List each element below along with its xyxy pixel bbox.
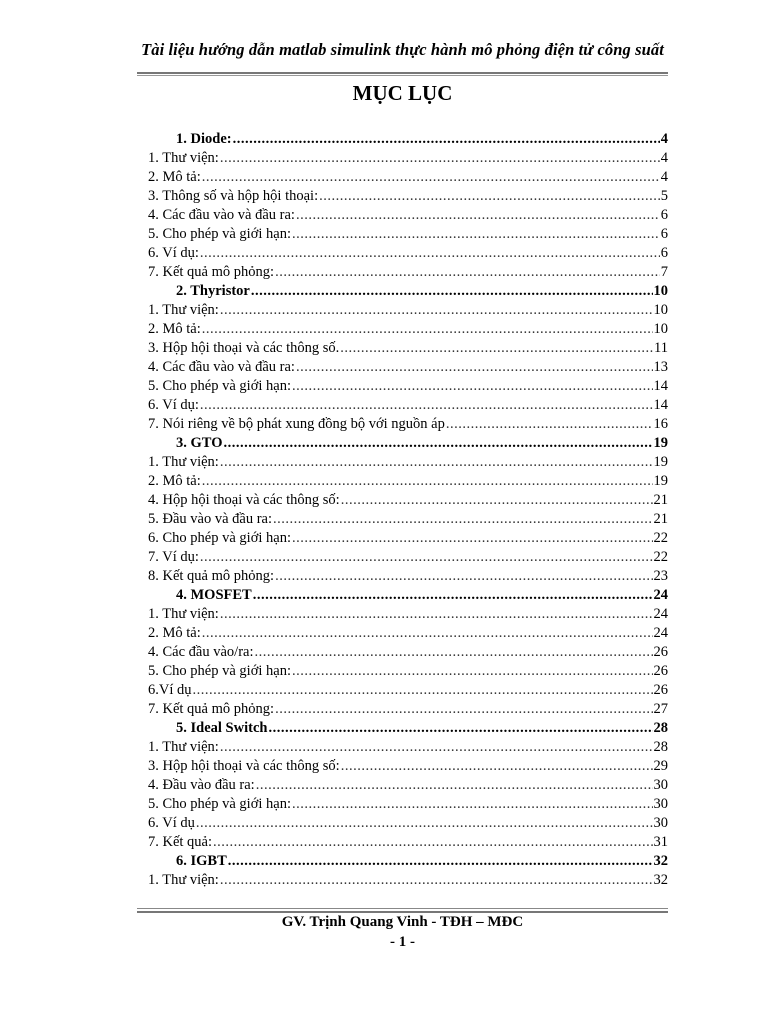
toc-leader-dots [200,548,653,567]
toc-entry-page: 13 [653,359,668,375]
toc-entry-label: 6. Cho phép và giới hạn: [148,530,291,546]
toc-leader-dots [253,586,653,605]
toc-leader-dots [268,719,652,738]
toc-entry-page: 21 [653,511,668,527]
toc-leader-dots [202,168,660,187]
toc-entry-page: 21 [653,492,668,508]
toc-leader-dots [213,833,652,852]
toc-leader-dots [202,624,653,643]
toc-leader-dots [193,681,653,700]
toc-entry-label: 1. Thư viện: [148,872,219,888]
toc-entry-label: 3. GTO [176,435,223,451]
toc-leader-dots [341,491,653,510]
toc-entry[interactable] [148,567,668,586]
toc-entry[interactable] [148,187,668,206]
toc-section-entry[interactable] [148,130,668,149]
toc-entry-page: 24 [653,606,668,622]
toc-leader-dots [228,852,653,871]
toc-entry-label: 3. Hộp hội thoại và các thông số. [148,340,340,356]
toc-leader-dots [223,434,652,453]
toc-entry[interactable] [148,244,668,263]
toc-leader-dots [275,700,652,719]
toc-entry[interactable] [148,795,668,814]
toc-entry[interactable] [148,358,668,377]
toc-leader-dots [220,149,660,168]
toc-entry[interactable] [148,301,668,320]
toc-leader-dots [341,757,653,776]
toc-section-entry[interactable] [148,282,668,301]
toc-entry-page: 6 [660,226,668,242]
toc-entry[interactable] [148,871,668,890]
toc-entry[interactable] [148,491,668,510]
toc-entry[interactable] [148,168,668,187]
toc-entry-page: 6 [660,245,668,261]
toc-entry-page: 16 [653,416,668,432]
toc-entry-label: 5. Cho phép và giới hạn: [148,226,291,242]
toc-entry-page: 4 [660,131,668,147]
toc-leader-dots [446,415,653,434]
toc-entry-label: 5. Đầu vào và đầu ra: [148,511,273,527]
toc-leader-dots [292,377,653,396]
toc-leader-dots [256,776,653,795]
toc-entry-label: 4. Đầu vào đầu ra: [148,777,255,793]
footer-author: GV. Trịnh Quang Vinh - TĐH – MĐC [281,914,524,930]
toc-entry-label: 4. MOSFET [176,587,252,603]
toc-entry-page: 22 [653,530,668,546]
page-header-title: Tài liệu hướng dẫn matlab simulink thực hành mô phỏng điện tử công suất [141,40,664,59]
toc-entry-page: 27 [653,701,668,717]
toc-leader-dots [220,453,653,472]
toc-entry-page: 22 [653,549,668,565]
toc-leader-dots [220,605,653,624]
toc-entry[interactable] [148,833,668,852]
toc-entry-label: 7. Nói riêng về bộ phát xung đồng bộ với nguồn áp [148,416,445,432]
toc-entry-page: 24 [653,625,668,641]
toc-entry-page: 19 [653,435,668,451]
toc-entry[interactable] [148,529,668,548]
toc-entry[interactable] [148,643,668,662]
toc-entry-page: 4 [660,150,668,166]
toc-entry-label: 5. Cho phép và giới hạn: [148,663,291,679]
toc-entry-page: 11 [654,340,668,356]
toc-entry[interactable] [148,757,668,776]
toc-entry-label: 2. Mô tả: [148,169,201,185]
toc-entry[interactable] [148,263,668,282]
toc-entry-page: 14 [653,397,668,413]
table-of-contents [148,130,668,890]
footer-page-number: - 1 - [390,934,415,950]
toc-entry-label: 5. Ideal Switch [176,720,268,736]
toc-leader-dots [251,282,653,301]
toc-entry-label: 3. Thông số và hộp hội thoại: [148,188,319,204]
toc-entry-label: 8. Kết quả mô phỏng: [148,568,275,584]
toc-entry-page: 32 [653,872,668,888]
toc-entry-label: 2. Mô tả: [148,321,201,337]
toc-leader-dots [220,301,653,320]
toc-entry-label: 4. Các đầu vào và đầu ra: [148,359,295,375]
toc-entry[interactable] [148,662,668,681]
toc-section-entry[interactable] [148,434,668,453]
toc-entry-label: 4. Các đầu vào và đầu ra: [148,207,295,223]
toc-leader-dots [296,206,660,225]
toc-entry-page: 10 [653,302,668,318]
toc-entry[interactable] [148,776,668,795]
toc-section-entry[interactable] [148,586,668,605]
toc-entry[interactable] [148,624,668,643]
toc-entry-label: 7. Kết quả mô phỏng: [148,701,275,717]
toc-entry[interactable] [148,548,668,567]
toc-entry-page: 30 [653,777,668,793]
toc-entry-page: 14 [653,378,668,394]
toc-entry-page: 32 [653,853,668,869]
toc-entry-page: 26 [653,644,668,660]
toc-entry-page: 10 [653,283,668,299]
toc-entry[interactable] [148,738,668,757]
toc-entry-label: 6. Ví dụ [148,815,195,831]
toc-leader-dots [200,244,660,263]
toc-entry-page: 26 [653,682,668,698]
toc-leader-dots [292,225,660,244]
toc-leader-dots [220,871,653,890]
toc-entry-page: 19 [653,473,668,489]
toc-entry[interactable] [148,681,668,700]
toc-entry-page: 29 [653,758,668,774]
toc-leader-dots [202,320,653,339]
toc-entry[interactable] [148,814,668,833]
toc-entry-label: 5. Cho phép và giới hạn: [148,378,291,394]
toc-leader-dots [202,472,653,491]
toc-entry-page: 5 [660,188,668,204]
toc-section-entry[interactable] [148,719,668,738]
toc-entry[interactable] [148,472,668,491]
toc-leader-dots [275,263,660,282]
toc-entry-page: 28 [653,739,668,755]
toc-entry-label: 6.Ví dụ [148,682,192,698]
toc-leader-dots [319,187,660,206]
toc-entry-label: 1. Thư viện: [148,606,219,622]
toc-leader-dots [273,510,652,529]
toc-entry-label: 5. Cho phép và giới hạn: [148,796,291,812]
toc-entry-page: 23 [653,568,668,584]
footer-divider-thin [137,908,668,909]
toc-entry[interactable] [148,605,668,624]
toc-entry-page: 31 [653,834,668,850]
toc-entry-label: 7. Ví dụ: [148,549,199,565]
footer-divider [137,911,668,913]
toc-entry-label: 1. Thư viện: [148,454,219,470]
toc-entry[interactable] [148,225,668,244]
toc-entry[interactable] [148,339,668,358]
toc-leader-dots [200,396,653,415]
toc-entry-label: 6. IGBT [176,853,227,869]
toc-leader-dots [292,662,653,681]
toc-leader-dots [296,358,653,377]
toc-entry-page: 4 [660,169,668,185]
toc-entry-page: 30 [653,815,668,831]
toc-leader-dots [340,339,653,358]
toc-entry-label: 1. Diode: [176,131,232,147]
toc-leader-dots [255,643,653,662]
toc-entry-page: 26 [653,663,668,679]
toc-entry-label: 6. Ví dụ: [148,397,199,413]
toc-entry[interactable] [148,149,668,168]
toc-entry-label: 6. Ví dụ: [148,245,199,261]
toc-entry-label: 1. Thư viện: [148,150,219,166]
toc-entry-page: 19 [653,454,668,470]
toc-entry-page: 10 [653,321,668,337]
toc-entry[interactable] [148,396,668,415]
toc-entry[interactable] [148,415,668,434]
toc-entry-label: 4. Hộp hội thoại và các thông số: [148,492,340,508]
toc-entry-label: 1. Thư viện: [148,739,219,755]
toc-entry[interactable] [148,377,668,396]
toc-entry[interactable] [148,320,668,339]
toc-entry[interactable] [148,206,668,225]
toc-entry[interactable] [148,453,668,472]
toc-title: MỤC LỤC [352,81,453,105]
toc-leader-dots [220,738,653,757]
toc-entry-label: 7. Kết quả: [148,834,213,850]
toc-entry[interactable] [148,700,668,719]
header-divider-thin [137,75,668,76]
toc-entry[interactable] [148,510,668,529]
toc-leader-dots [196,814,653,833]
toc-entry-label: 3. Hộp hội thoại và các thông số: [148,758,340,774]
toc-leader-dots [292,795,653,814]
toc-entry-page: 6 [660,207,668,223]
toc-entry-label: 2. Thyristor [176,283,250,299]
header-divider [137,72,668,74]
toc-entry-label: 2. Mô tả: [148,625,201,641]
toc-entry-page: 7 [660,264,668,280]
toc-leader-dots [233,130,660,149]
toc-entry-page: 28 [653,720,668,736]
toc-entry-label: 2. Mô tả: [148,473,201,489]
toc-leader-dots [292,529,653,548]
toc-entry-label: 4. Các đầu vào/ra: [148,644,254,660]
toc-entry-label: 7. Kết quả mô phỏng: [148,264,275,280]
toc-entry-label: 1. Thư viện: [148,302,219,318]
toc-section-entry[interactable] [148,852,668,871]
toc-leader-dots [275,567,652,586]
toc-entry-page: 24 [653,587,668,603]
toc-entry-page: 30 [653,796,668,812]
